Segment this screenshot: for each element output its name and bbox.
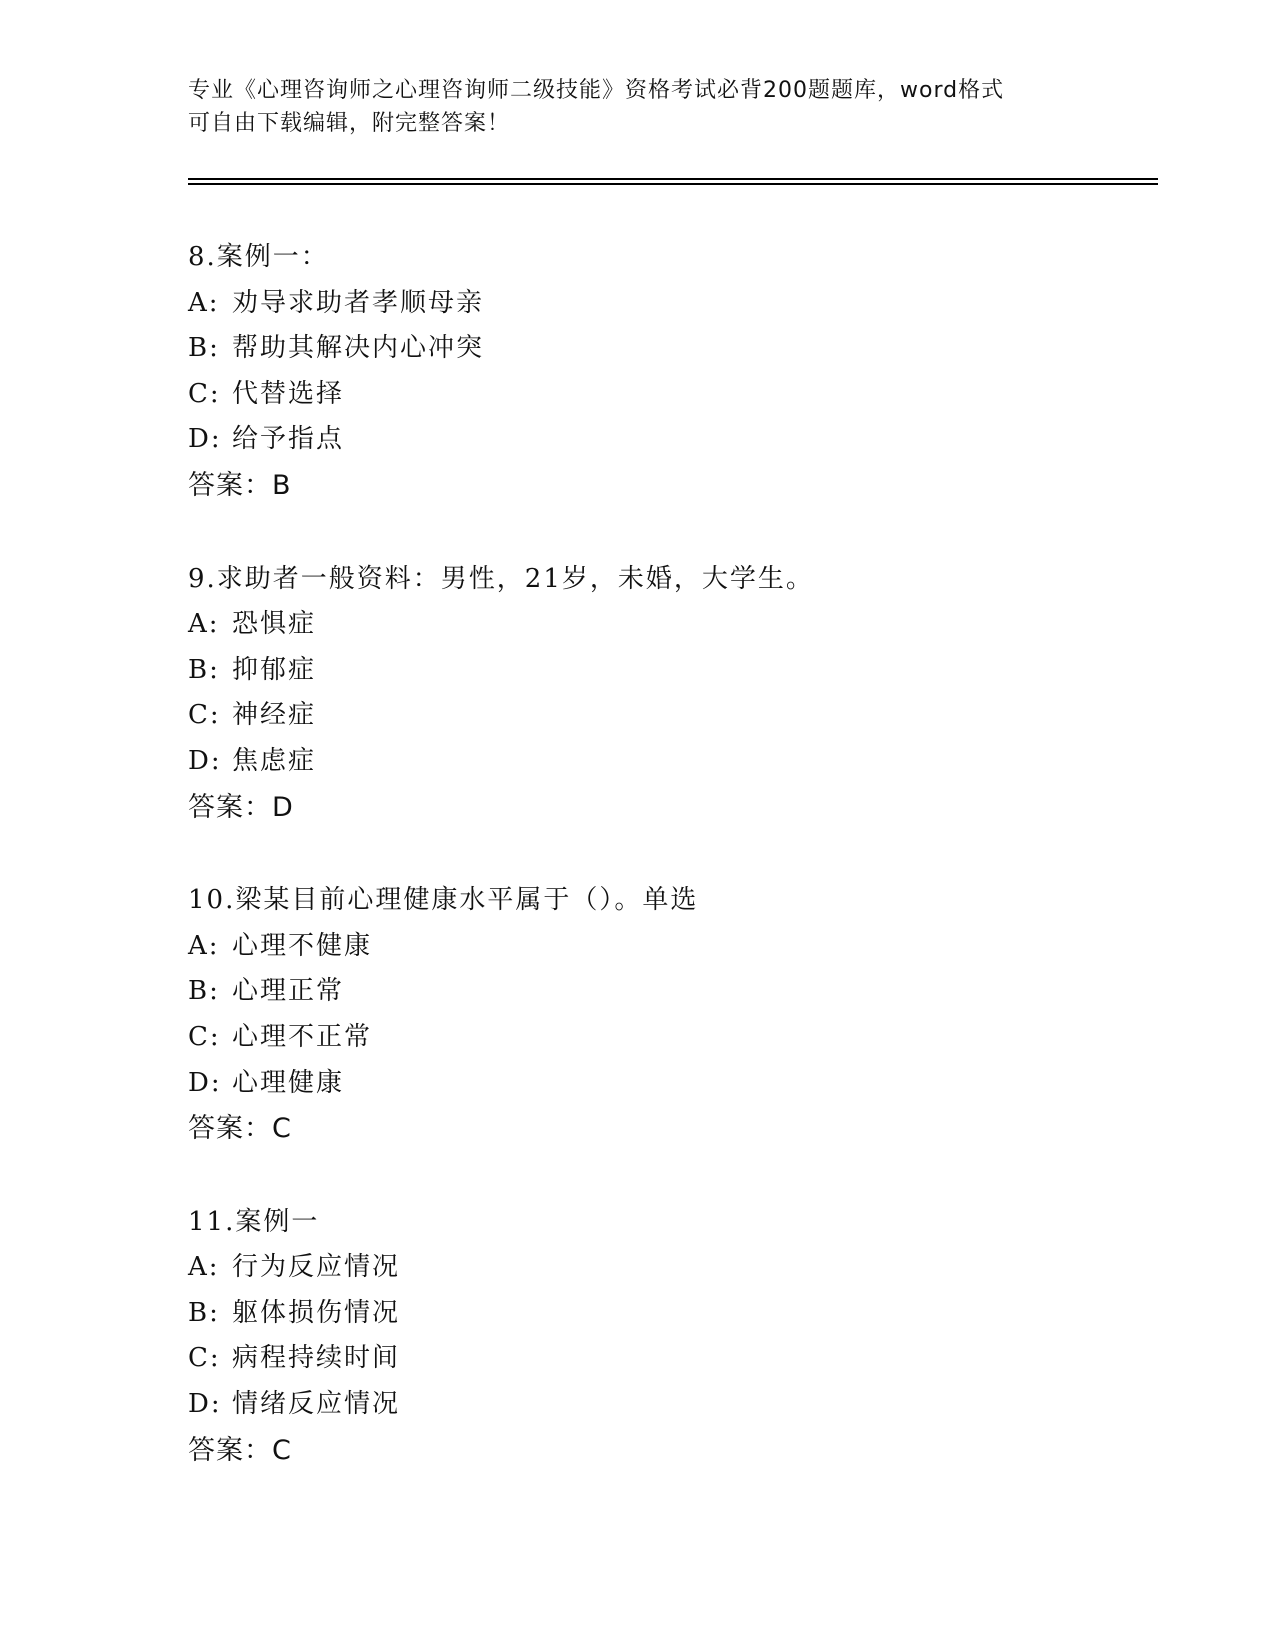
option-text: 代替选择	[232, 378, 345, 409]
option-a	[188, 924, 1188, 970]
question-9	[188, 557, 1188, 831]
option-text: 心理不健康	[232, 930, 373, 961]
option-c	[188, 1336, 1188, 1382]
header-line-1: 专业《心理咨询师之心理咨询师二级技能》资格考试必背200题题库，word格式	[188, 78, 1005, 103]
question-10	[188, 878, 1188, 1152]
option-letter: A:	[188, 609, 220, 640]
option-d	[188, 1382, 1188, 1428]
option-text: 躯体损伤情况	[232, 1297, 401, 1328]
option-letter: C:	[188, 1343, 221, 1374]
option-text: 心理正常	[232, 976, 345, 1007]
option-text: 情绪反应情况	[232, 1389, 401, 1420]
option-text: 心理健康	[232, 1067, 345, 1098]
option-text: 神经症	[232, 700, 317, 731]
answer-line: 答案：C	[188, 1434, 292, 1466]
header-divider-top	[188, 178, 1158, 180]
option-text: 劝导求助者孝顺母亲	[232, 287, 485, 318]
option-d	[188, 417, 1188, 463]
option-letter: D:	[188, 1389, 222, 1420]
answer-line: 答案：B	[188, 469, 292, 501]
option-text: 给予指点	[232, 424, 345, 455]
option-b	[188, 326, 1188, 372]
header-divider-bottom	[188, 183, 1158, 185]
option-letter: B:	[188, 654, 220, 685]
option-letter: D:	[188, 424, 222, 455]
question-stem: 10.梁某目前心理健康水平属于（）。单选	[188, 885, 699, 916]
option-letter: C:	[188, 1021, 221, 1052]
option-a	[188, 281, 1188, 327]
option-letter: A:	[188, 930, 220, 961]
question-list	[188, 235, 1188, 1473]
option-c	[188, 1015, 1188, 1061]
header-line-2: 可自由下载编辑，附完整答案！	[188, 111, 511, 136]
option-text: 行为反应情况	[232, 1252, 401, 1283]
option-c	[188, 372, 1188, 418]
question-11	[188, 1200, 1188, 1474]
answer-line: 答案：D	[188, 791, 294, 823]
document-header	[188, 74, 1088, 140]
option-letter: C:	[188, 378, 221, 409]
question-stem: 8.案例一：	[188, 242, 329, 272]
option-letter: B:	[188, 976, 220, 1007]
option-letter: B:	[188, 1297, 220, 1328]
option-d	[188, 739, 1188, 785]
option-text: 焦虑症	[232, 745, 317, 776]
option-letter: D:	[188, 745, 222, 776]
question-8	[188, 235, 1188, 509]
option-b	[188, 1291, 1188, 1337]
option-text: 心理不正常	[232, 1021, 373, 1052]
option-letter: B:	[188, 333, 220, 364]
option-c	[188, 693, 1188, 739]
option-text: 抑郁症	[232, 654, 317, 685]
option-a	[188, 602, 1188, 648]
option-letter: C:	[188, 700, 221, 731]
option-a	[188, 1245, 1188, 1291]
option-d	[188, 1061, 1188, 1107]
option-letter: A:	[188, 287, 220, 318]
question-stem: 9.求助者一般资料：男性，21岁，未婚，大学生。	[188, 563, 814, 594]
option-text: 帮助其解决内心冲突	[232, 333, 485, 364]
answer-line: 答案：C	[188, 1113, 292, 1145]
question-stem: 11.案例一	[188, 1206, 320, 1237]
option-b	[188, 648, 1188, 694]
option-b	[188, 969, 1188, 1015]
option-letter: A:	[188, 1252, 220, 1283]
option-text: 恐惧症	[232, 609, 317, 640]
option-letter: D:	[188, 1067, 222, 1098]
option-text: 病程持续时间	[232, 1343, 401, 1374]
